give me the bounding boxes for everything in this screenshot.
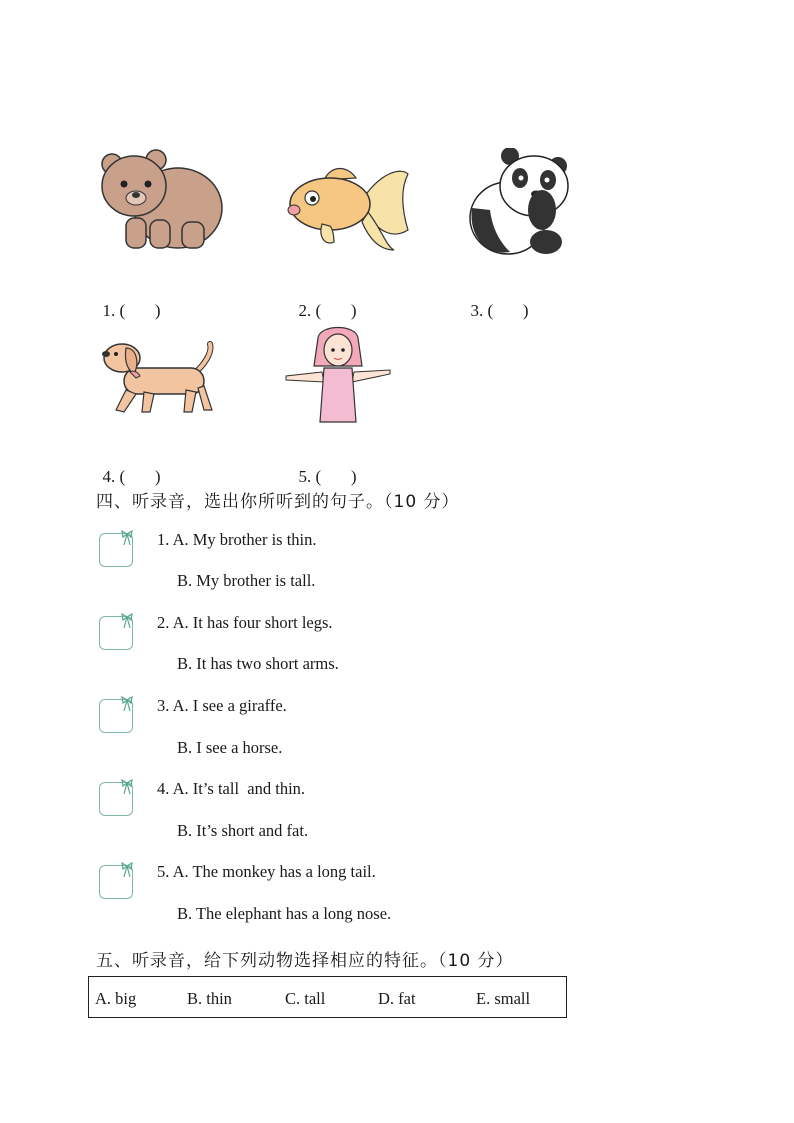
item-3-option-a: 3. A. I see a giraffe. <box>157 696 287 715</box>
item-2-option-a: 2. A. It has four short legs. <box>157 613 333 632</box>
picture-1-label: 1. ( ) <box>102 301 161 320</box>
picture-5-label: 5. ( ) <box>298 467 357 486</box>
item-2-option-b: B. It has two short arms. <box>177 654 339 673</box>
dachshund-icon <box>100 340 220 416</box>
item-1-option-a: 1. A. My brother is thin. <box>157 530 317 549</box>
word-option-d: D. fat <box>378 989 416 1008</box>
bow-icon <box>120 779 134 795</box>
item-1-option-b: B. My brother is tall. <box>177 571 316 590</box>
answer-blank[interactable]: ( ) <box>119 467 161 486</box>
answer-blank[interactable]: ( ) <box>487 301 529 320</box>
item-3-option-b: B. I see a horse. <box>177 738 283 757</box>
word-bank <box>88 976 567 1018</box>
answer-box-4[interactable] <box>99 782 133 816</box>
picture-2-label: 2. ( ) <box>298 301 357 320</box>
answer-box-3[interactable] <box>99 699 133 733</box>
word-option-c: C. tall <box>285 989 326 1008</box>
bow-icon <box>120 862 134 878</box>
bow-icon <box>120 696 134 712</box>
answer-box-1[interactable] <box>99 533 133 567</box>
girl-icon <box>282 324 394 424</box>
bow-icon <box>120 613 134 629</box>
answer-blank[interactable]: ( ) <box>315 467 357 486</box>
item-5-option-a: 5. A. The monkey has a long tail. <box>157 862 376 881</box>
picture-4-label: 4. ( ) <box>102 467 161 486</box>
item-5-option-b: B. The elephant has a long nose. <box>177 904 392 923</box>
bear-icon <box>98 146 226 254</box>
section-5-title: 五、听录音，给下列动物选择相应的特征。（10 分） <box>96 951 514 971</box>
word-option-e: E. small <box>476 989 531 1008</box>
section-4-title: 四、听录音，选出你所听到的句子。（10 分） <box>96 492 460 512</box>
goldfish-icon <box>282 160 412 252</box>
answer-box-2[interactable] <box>99 616 133 650</box>
answer-blank[interactable]: ( ) <box>119 301 161 320</box>
item-4-option-a: 4. A. It’s tall and thin. <box>157 779 306 798</box>
item-4-option-b: B. It’s short and fat. <box>177 821 309 840</box>
word-option-b: B. thin <box>187 989 232 1008</box>
picture-3-label: 3. ( ) <box>470 301 529 320</box>
panda-icon <box>468 148 574 258</box>
word-option-a: A. big <box>95 989 137 1008</box>
bow-icon <box>120 530 134 546</box>
answer-blank[interactable]: ( ) <box>315 301 357 320</box>
answer-box-5[interactable] <box>99 865 133 899</box>
